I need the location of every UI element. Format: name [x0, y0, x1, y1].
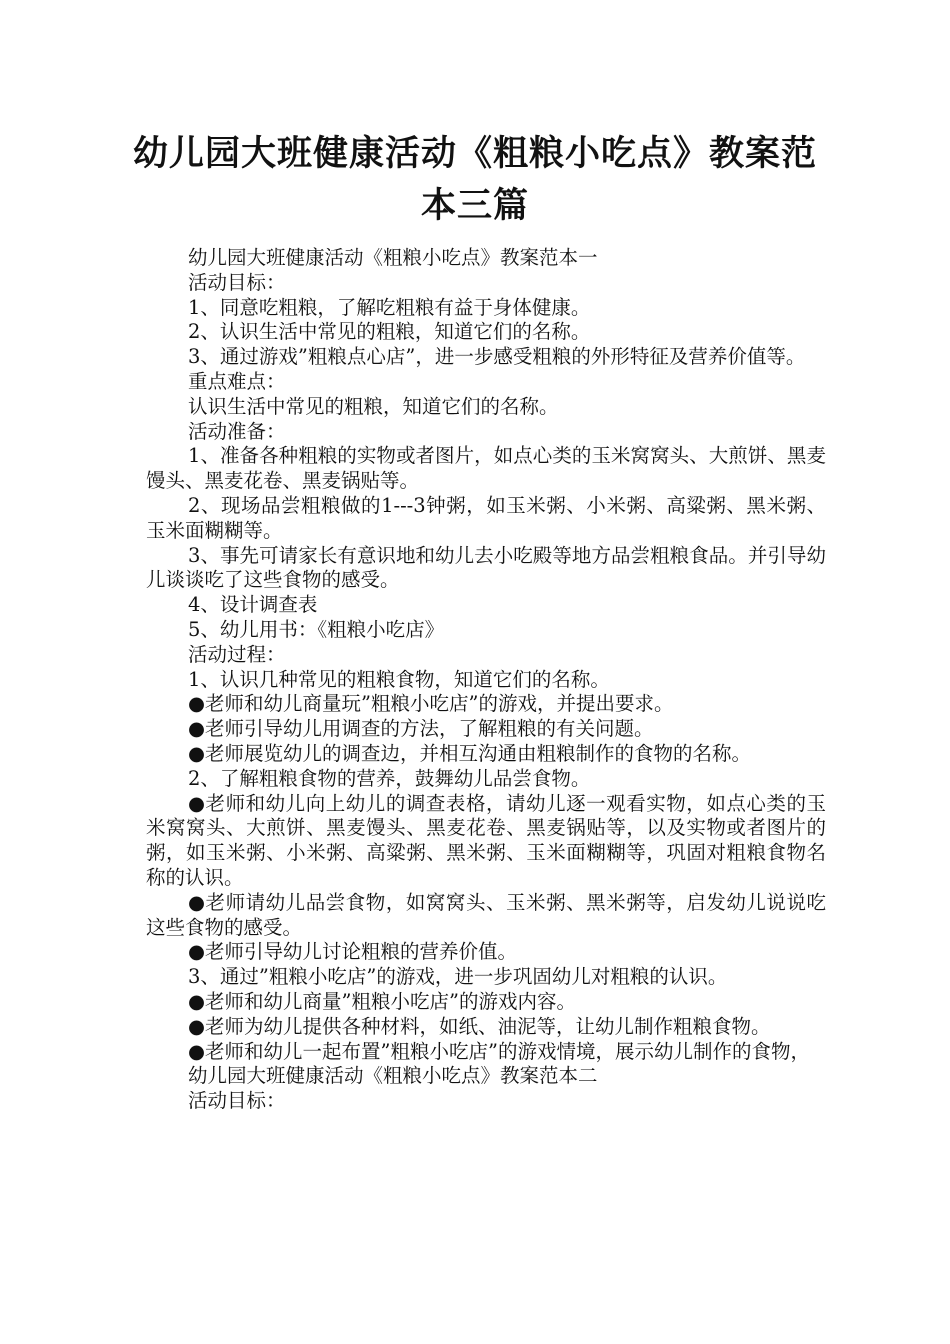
paragraph: 2、了解粗粮食物的营养，鼓舞幼儿品尝食物。: [188, 766, 591, 790]
document-title: 幼儿园大班健康活动《粗粮小吃点》教案范本三篇: [132, 134, 817, 226]
paragraph: ●老师引导幼儿用调查的方法，了解粗粮的有关问题。: [188, 717, 654, 741]
paragraph: ●老师展览幼儿的调查边，并相互沟通由粗粮制作的食物的名称。: [188, 741, 752, 765]
paragraph: 3、事先可请家长有意识地和幼儿去小吃殿等地方品尝粗粮食品。并引导幼儿谈谈吃了这些食物的感受。: [146, 543, 826, 592]
paragraph: 3、通过游戏”粗粮点心店”，进一步感受粗粮的外形特征及营养价值等。: [188, 345, 806, 369]
paragraph: 活动过程：: [188, 642, 286, 666]
paragraph: ●老师和幼儿商量”粗粮小吃店”的游戏内容。: [188, 989, 576, 1013]
paragraph: 1、同意吃粗粮，了解吃粗粮有益于身体健康。: [188, 295, 591, 319]
paragraph: 4、设计调查表: [188, 593, 318, 617]
document-body: [146, 246, 826, 1114]
paragraph: 活动目标：: [188, 1089, 286, 1113]
paragraph: ●老师引导幼儿讨论粗粮的营养价值。: [188, 940, 518, 964]
paragraph: ●老师和幼儿一起布置”粗粮小吃店”的游戏情境，展示幼儿制作的食物，: [188, 1039, 810, 1063]
paragraph: 活动目标：: [188, 270, 286, 294]
paragraph: 认识生活中常见的粗粮，知道它们的名称。: [188, 394, 559, 418]
paragraph: 3、通过”粗粮小吃店”的游戏，进一步巩固幼儿对粗粮的认识。: [188, 965, 728, 989]
paragraph: ●老师和幼儿向上幼儿的调查表格，请幼儿逐一观看实物，如点心类的玉米窝窝头、大煎饼、黑麦馒头、黑麦花卷、黑麦锅贴等，以及实物或者图片的粥，如玉米粥、小米粥、高粱粥、黑米粥、玉米面糊糊等，巩固对粗粮食物名称的认识。: [146, 791, 826, 889]
paragraph: 1、认识几种常见的粗粮食物，知道它们的名称。: [188, 667, 610, 691]
paragraph: 2、认识生活中常见的粗粮，知道它们的名称。: [188, 320, 591, 344]
paragraph: 活动准备：: [188, 419, 286, 443]
paragraph: 5、幼儿用书：《粗粮小吃店》: [188, 617, 445, 641]
paragraph: ●老师请幼儿品尝食物，如窝窝头、玉米粥、黑米粥等，启发幼儿说说吃这些食物的感受。: [146, 890, 826, 939]
paragraph: 重点难点：: [188, 369, 286, 393]
paragraph: 1、准备各种粗粮的实物或者图片，如点心类的玉米窝窝头、大煎饼、黑麦馒头、黑麦花卷、黑麦锅贴等。: [146, 444, 826, 493]
paragraph: 幼儿园大班健康活动《粗粮小吃点》教案范本二: [188, 1064, 598, 1088]
paragraph: ●老师和幼儿商量玩”粗粮小吃店”的游戏，并提出要求。: [188, 692, 674, 716]
paragraph: ●老师为幼儿提供各种材料，如纸、油泥等，让幼儿制作粗粮食物。: [188, 1014, 771, 1038]
paragraph: 幼儿园大班健康活动《粗粮小吃点》教案范本一: [188, 246, 598, 269]
paragraph: 2、现场品尝粗粮做的1---3钟粥，如玉米粥、小米粥、高粱粥、黑米粥、玉米面糊糊等。: [146, 493, 826, 542]
